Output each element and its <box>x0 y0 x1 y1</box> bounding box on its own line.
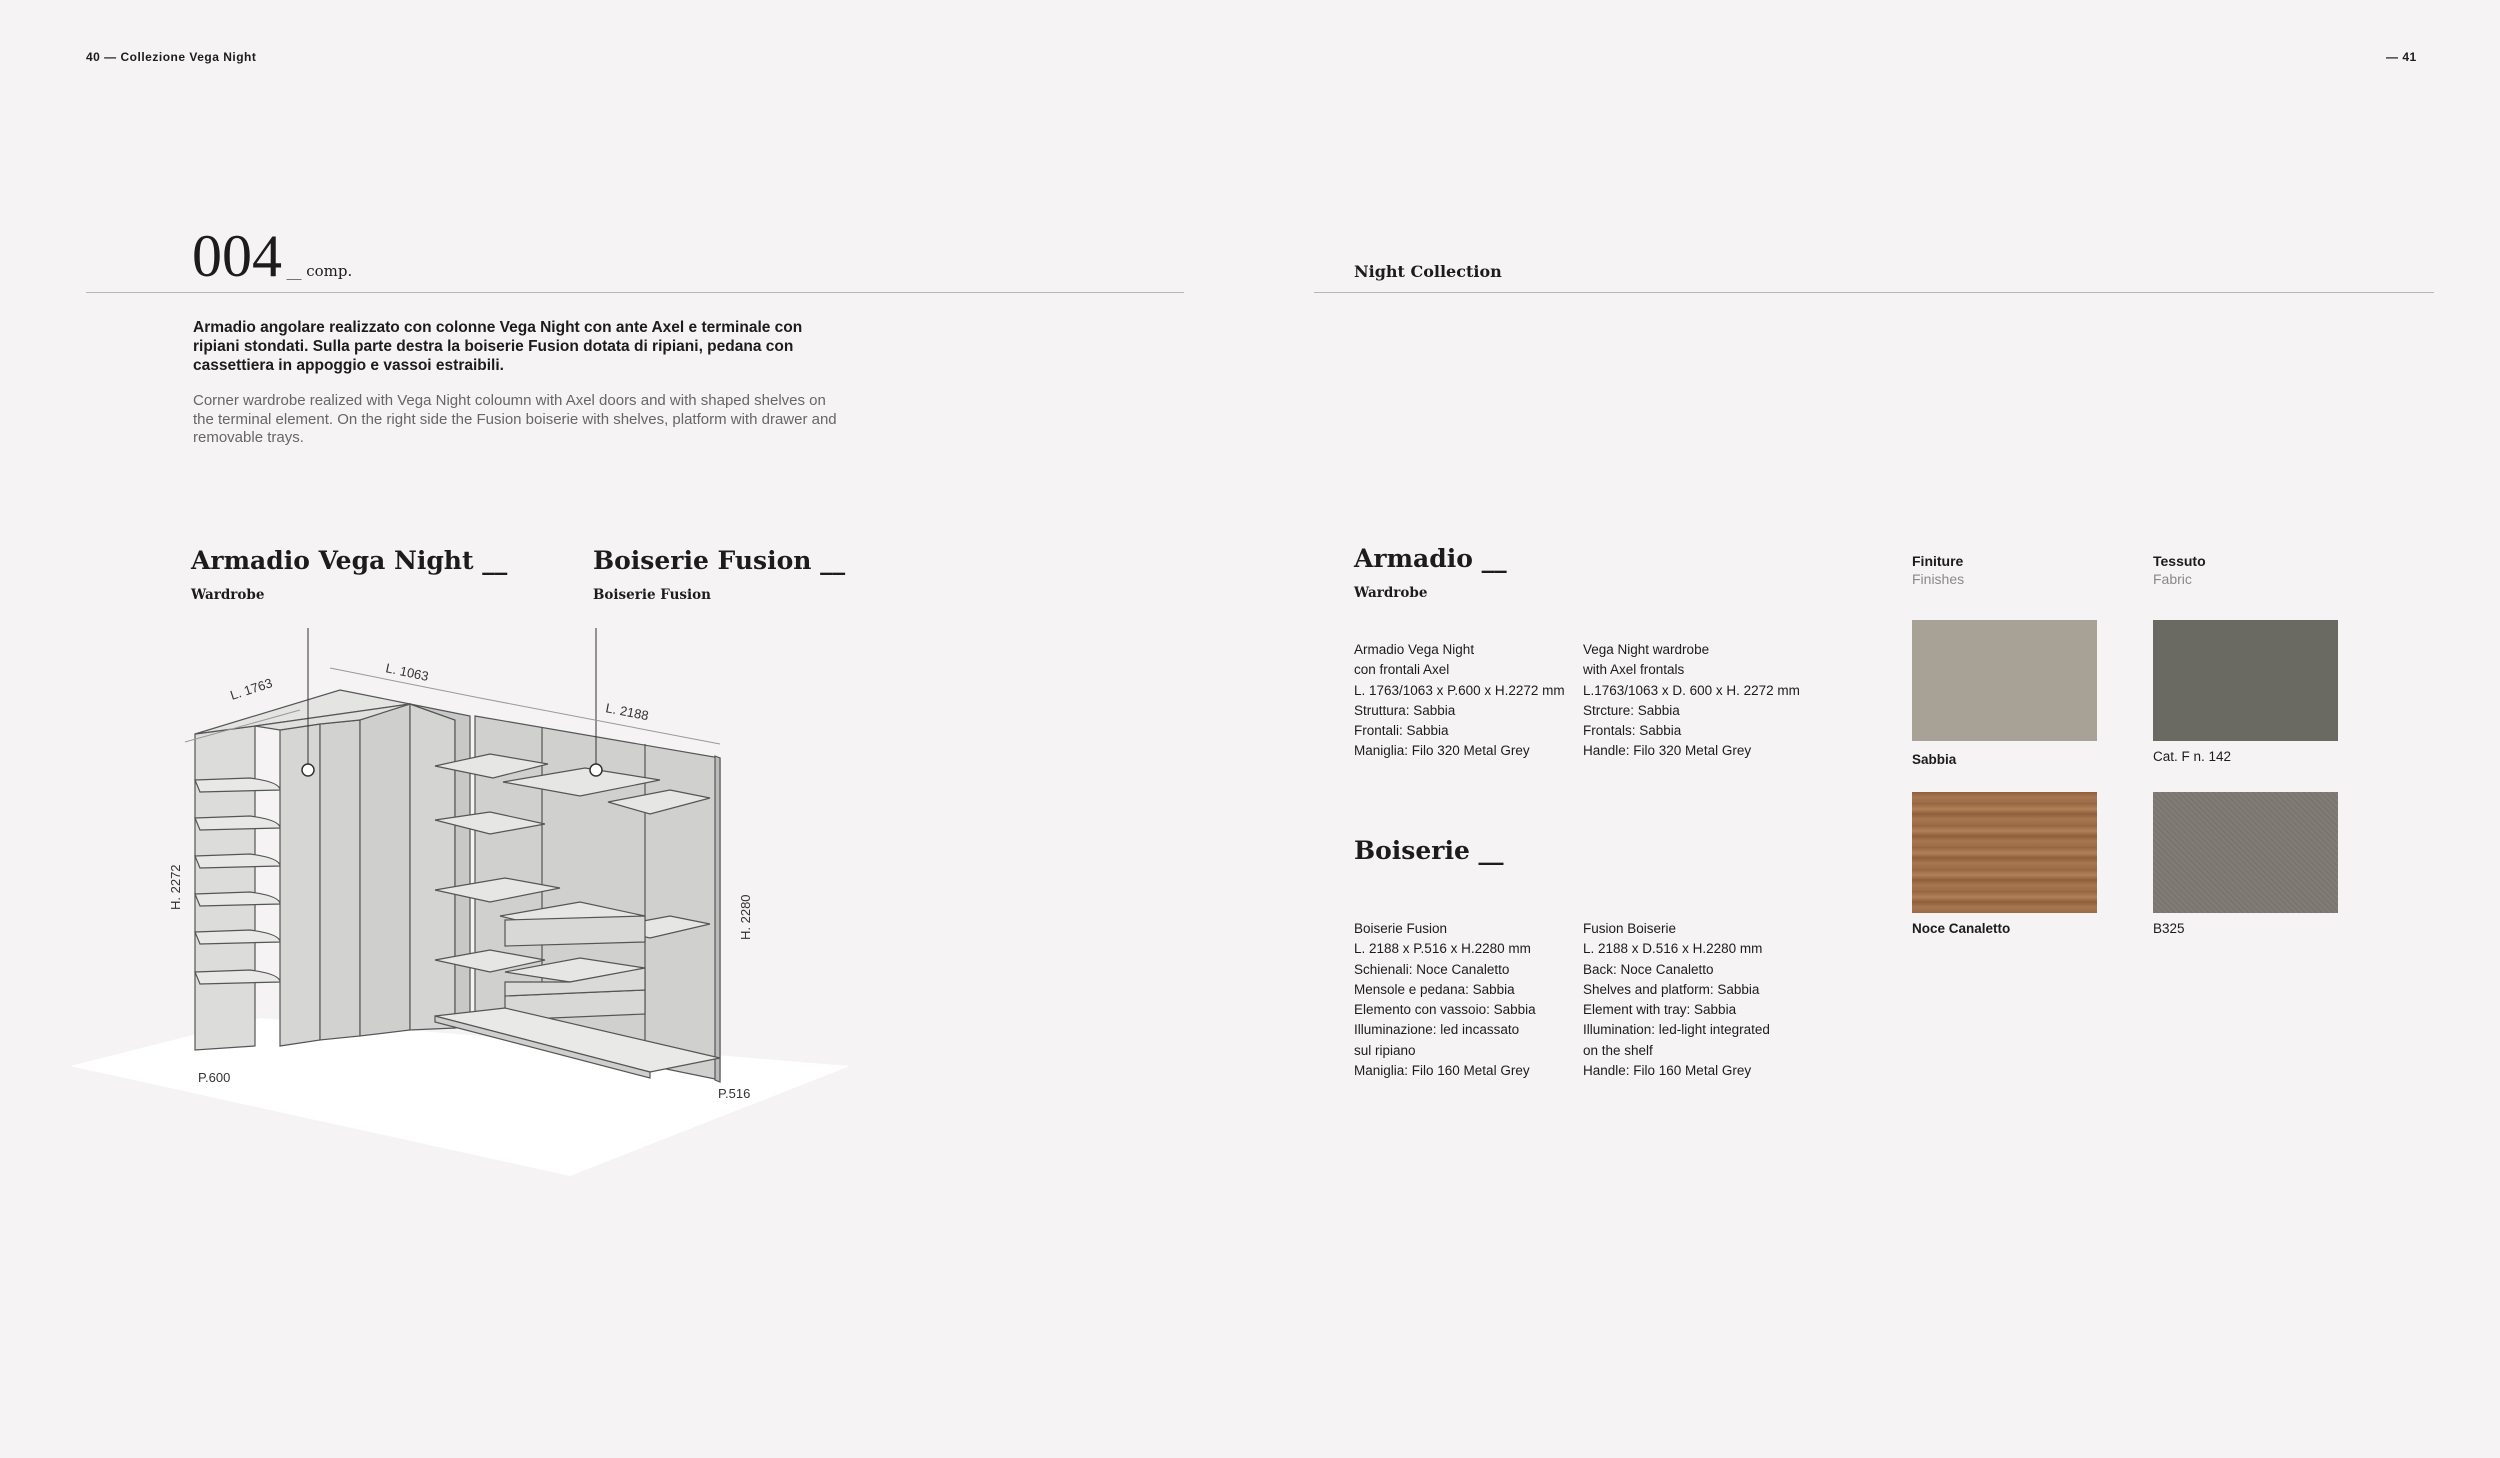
tessuto-heading: Tessuto <box>2153 553 2206 569</box>
composition-heading <box>192 223 353 289</box>
boiserie-spec-italian: Boiserie Fusion L. 2188 x P.516 x H.2280 mm Schienali: Noce Canaletto Mensole e pedana: Sabbia Elemento con vassoio: Sabbia Illuminazione: led incassato sul ripiano Maniglia: Filo 160 Metal Grey <box>1354 921 1536 1079</box>
left-divider <box>86 292 1184 293</box>
swatch-sabbia <box>1912 620 2097 741</box>
tessuto-subheading: Fabric <box>2153 571 2192 587</box>
swatch-b325-label: B325 <box>2153 921 2185 936</box>
armadio-subtitle: Wardrobe <box>1354 585 1428 601</box>
dim-p516: P.516 <box>718 1086 751 1101</box>
swatch-sabbia-label: Sabbia <box>1912 752 1957 767</box>
wardrobe-diagram-subtitle: Wardrobe <box>191 587 265 603</box>
composition-suffix: __ comp. <box>286 262 353 280</box>
right-page-runner: — 41 <box>2386 50 2417 64</box>
dim-h2280: H. 2280 <box>738 894 753 940</box>
boiserie-spec-english: Fusion Boiserie L. 2188 x D.516 x H.2280 mm Back: Noce Canaletto Shelves and platform: Sabbia Element with tray: Sabbia Illumination: led-light integrated on the shelf Handle: Filo 160 Metal Grey <box>1583 921 1770 1079</box>
dim-p600: P.600 <box>198 1070 231 1085</box>
wardrobe-technical-drawing <box>60 620 860 1190</box>
left-page-runner: 40 — Collezione Vega Night <box>86 50 257 64</box>
composition-number: 004 <box>192 223 282 289</box>
finiture-heading: Finiture <box>1912 553 1964 569</box>
right-divider <box>1314 292 2434 293</box>
swatch-cat-f-142-label: Cat. F n. 142 <box>2153 749 2232 764</box>
boiserie-diagram-subtitle: Boiserie Fusion <box>593 587 711 603</box>
swatch-noce-canaletto-label: Noce Canaletto <box>1912 921 2011 936</box>
wardrobe-diagram-title: Armadio Vega Night __ <box>191 546 508 575</box>
armadio-spec-english: Vega Night wardrobe with Axel frontals L.1763/1063 x D. 600 x H. 2272 mm Strcture: Sabbia Frontals: Sabbia Handle: Filo 320 Metal Grey <box>1583 642 1800 759</box>
collection-label: Night Collection <box>1354 262 1502 281</box>
dim-h2272: H. 2272 <box>168 864 183 910</box>
armadio-spec-italian: Armadio Vega Night con frontali Axel L. 1763/1063 x P.600 x H.2272 mm Struttura: Sabbia Frontali: Sabbia Maniglia: Filo 320 Metal Grey <box>1354 642 1565 759</box>
dim-l2188: L. 2188 <box>604 700 650 724</box>
swatch-noce-canaletto <box>1912 792 2097 913</box>
finiture-subheading: Finishes <box>1912 571 1965 587</box>
dim-l1763: L. 1763 <box>228 675 275 703</box>
dim-l1063: L. 1063 <box>384 660 430 684</box>
description-italian: Armadio angolare realizzato con colonne Vega Night con ante Axel e terminale con ripiani stondati. Sulla parte destra la boiserie Fusion dotata di ripiani, pedana con cassettiera in appoggio e vassoi estraibili. <box>193 319 803 374</box>
swatch-b325 <box>2153 792 2338 913</box>
armadio-title: Armadio __ <box>1354 544 1507 573</box>
boiserie-title: Boiserie __ <box>1354 836 1504 865</box>
description-english: Corner wardrobe realized with Vega Night coloumn with Axel doors and with shaped shelves on the terminal element. On the right side the Fusion boiserie with shelves, platform with drawer and removable trays. <box>193 392 837 446</box>
swatch-cat-f-142 <box>2153 620 2338 741</box>
boiserie-diagram-title: Boiserie Fusion __ <box>593 546 846 575</box>
